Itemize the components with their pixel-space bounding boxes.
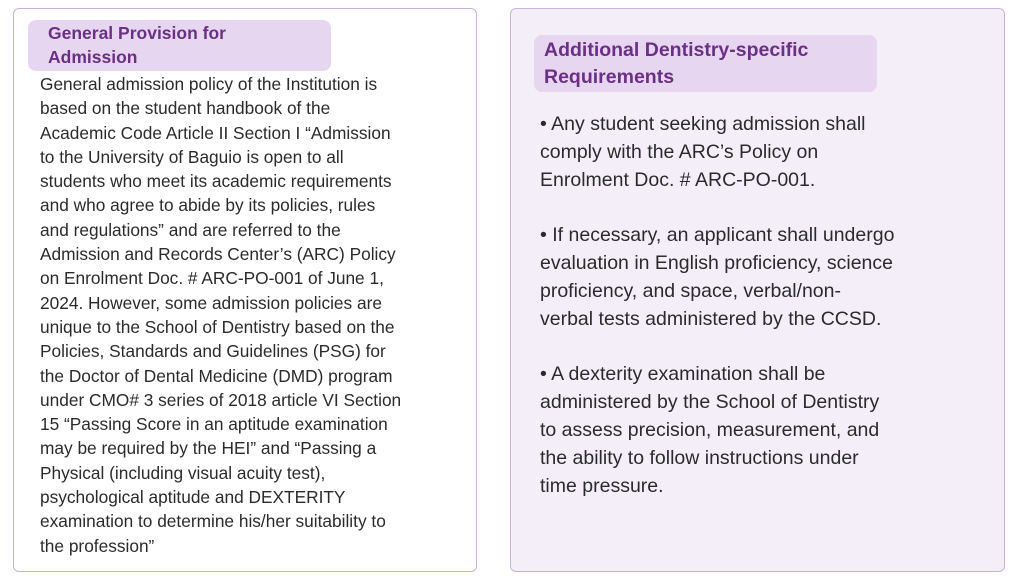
requirement-item-dexterity-exam: • A dexterity examination shall be administered by the School of Dentistry to assess precision, measurement, and the ability to follow instructions under time pressure.	[540, 363, 880, 497]
requirements-list	[540, 110, 990, 527]
general-provision-heading: General Provision for Admission	[28, 20, 331, 71]
dentistry-requirements-card	[510, 8, 1005, 572]
dentistry-requirements-heading: Additional Dentistry-specific Requirements	[534, 35, 877, 92]
general-provision-body: General admission policy of the Institution is based on the student handbook of the Academic Code Article II Section I “Admission to the University of Baguio is open to all students who meet its academic requirements and who agree to abide by its policies, rules and regulations” and are referred to the Admission and Records Center’s (ARC) Policy on Enrolment Doc. # ARC-PO-001 of June 1, 2024. However, some admission policies are unique to the School of Dentistry based on the Policies, Standards and Guidelines (PSG) for the Doctor of Dental Medicine (DMD) program under CMO# 3 series of 2018 article VI Section 15 “Passing Score in an aptitude examination may be required by the HEI” and “Passing a Physical (including visual acuity test), psychological aptitude and DEXTERITY examination to determine his/her suitability to the profession”	[40, 74, 402, 556]
requirement-item-evaluation-tests: • If necessary, an applicant shall undergo evaluation in English proficiency, science proficiency, and space, verbal/non- verbal tests administered by the CCSD.	[540, 224, 895, 330]
requirement-item-enrolment-policy: • Any student seeking admission shall comply with the ARC’s Policy on Enrolment Doc. # ARC-PO-001.	[540, 113, 866, 191]
general-provision-card	[13, 8, 477, 572]
